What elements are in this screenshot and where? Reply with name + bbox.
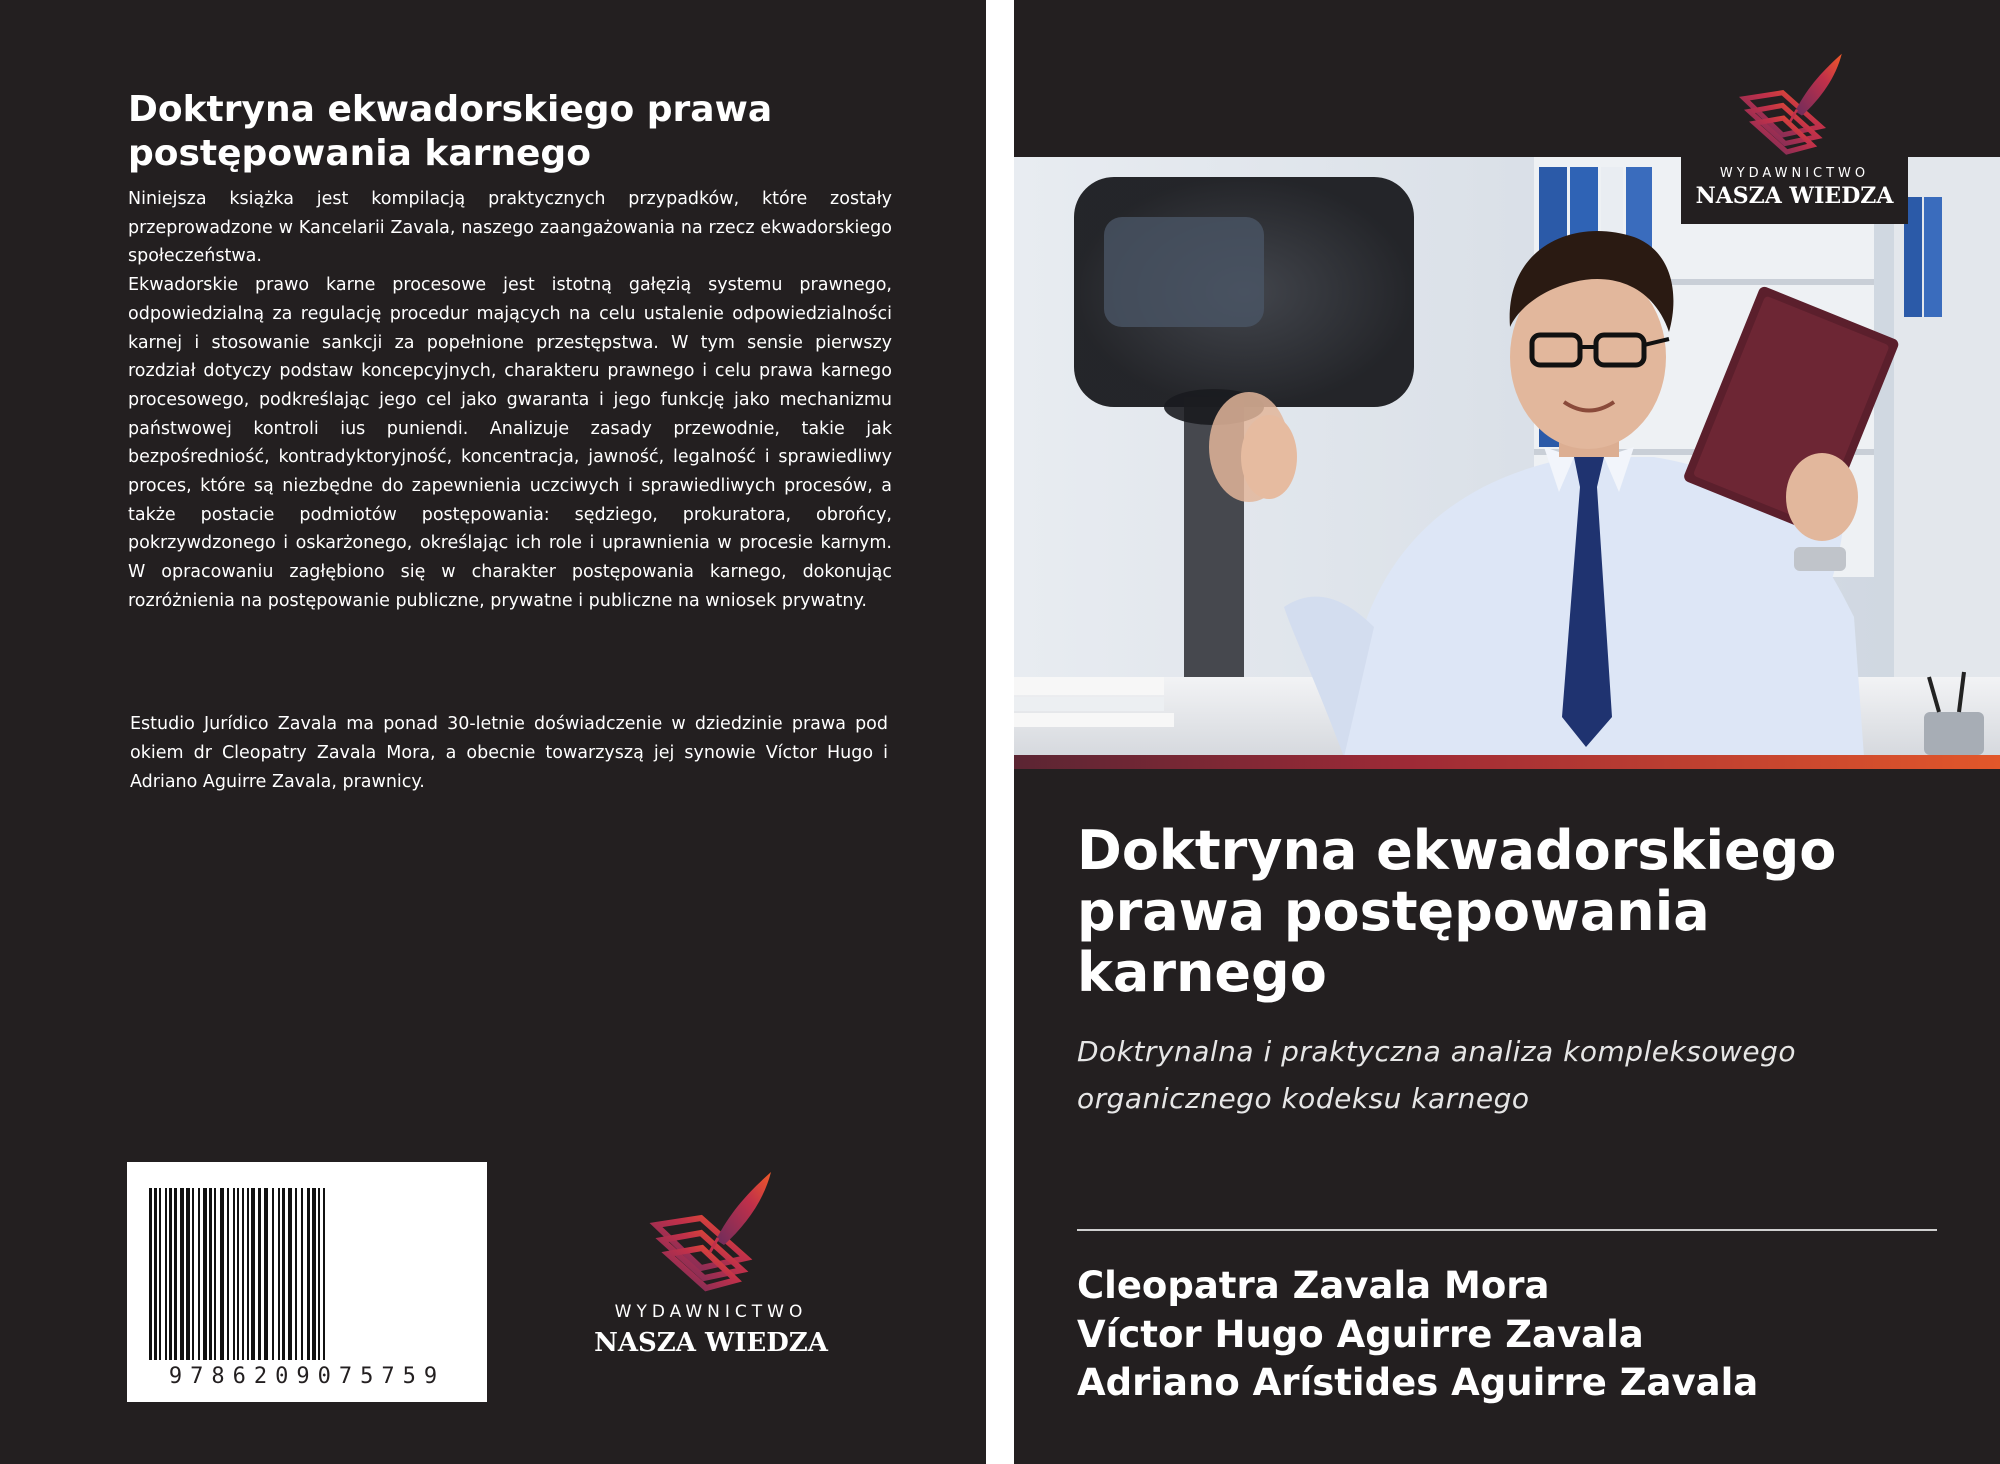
back-cover-blurb (128, 185, 892, 616)
cover-photo (1014, 157, 2000, 755)
man-holding-book-icon (1014, 157, 2000, 755)
publisher-label: WYDAWNICTWO (614, 1302, 808, 1322)
author-name: Cleopatra Zavala Mora (1077, 1264, 1550, 1307)
publisher-logo-front (1681, 52, 1908, 224)
isbn-number: 9786209075759 (168, 1364, 446, 1389)
publisher-logo-back (586, 1170, 836, 1360)
front-cover (1014, 0, 2000, 1464)
blurb-paragraph-2: Ekwadorskie prawo karne procesowe jest istotną gałęzią systemu prawnego, odpowiedzialną za regulację procedur mających na celu ustalenie odpowiedzialności karnej i stosowanie sankcji za popełnione przestępstwa. W tym sensie pierwszy rozdział dotyczy podstaw koncepcyjnych, charakteru prawnego i celu prawa karnego procesowego, podkreślając jego cel jako gwaranta i jego funkcję jako mechanizmu państwowej kontroli ius puniendi. Analizuje zasady przewodnie, takie jak bezpośredniość, kontradyktoryjność, koncentracja, jawność, legalność i sprawiedliwy proces, które są niezbędne do zapewnienia uczciwych i sprawiedliwych procesów, a także postacie podmiotów postępowania: sędziego, prokuratora, obrońcy, pokrzywdzonego i oskarżonego, określając ich role i uprawnienia w procesie karnym. W opracowaniu zagłębiono się w charakter postępowania karnego, dokonując rozróżnienia na postępowanie publiczne, prywatne i publiczne na wniosek prywatny. (128, 275, 892, 611)
publisher-name: NASZA WIEDZA (1695, 183, 1894, 209)
author-list (1077, 1262, 1957, 1408)
front-cover-title: Doktryna ekwadorskiego prawa postępowania karnego (1077, 819, 1837, 1004)
back-cover-title: Doktryna ekwadorskiego prawa postępowania karnego (128, 89, 773, 174)
front-cover-subtitle: Doktrynalna i praktyczna analiza kompleksowego organicznego kodeksu karnego (1077, 1035, 1796, 1115)
publisher-name: NASZA WIEDZA (594, 1328, 828, 1358)
book-quill-icon (1736, 52, 1846, 158)
book-quill-icon (646, 1170, 776, 1295)
blurb-paragraph-1: Niniejsza książka jest kompilacją praktycznych przypadków, które zostały przeprowadzone w Kancelarii Zavala, naszego zaangażowania na rzecz ekwadorskiego społeczeństwa. (128, 189, 892, 267)
book-spine (986, 0, 1014, 1464)
author-name: Adriano Arístides Aguirre Zavala (1077, 1361, 1759, 1404)
author-name: Víctor Hugo Aguirre Zavala (1077, 1312, 1644, 1356)
about-authors-text: Estudio Jurídico Zavala ma ponad 30-letnie doświadczenie w dziedzinie prawa pod okiem dr Cleopatry Zavala Mora, a obecnie towarzyszą jej synowie Víctor Hugo i Adriano Aguirre Zavala, prawnicy. (130, 714, 888, 792)
back-cover (0, 0, 986, 1464)
isbn-barcode (127, 1162, 487, 1402)
publisher-label: WYDAWNICTWO (1719, 166, 1870, 181)
title-divider (1077, 1229, 1937, 1231)
accent-stripe (1014, 755, 2000, 769)
